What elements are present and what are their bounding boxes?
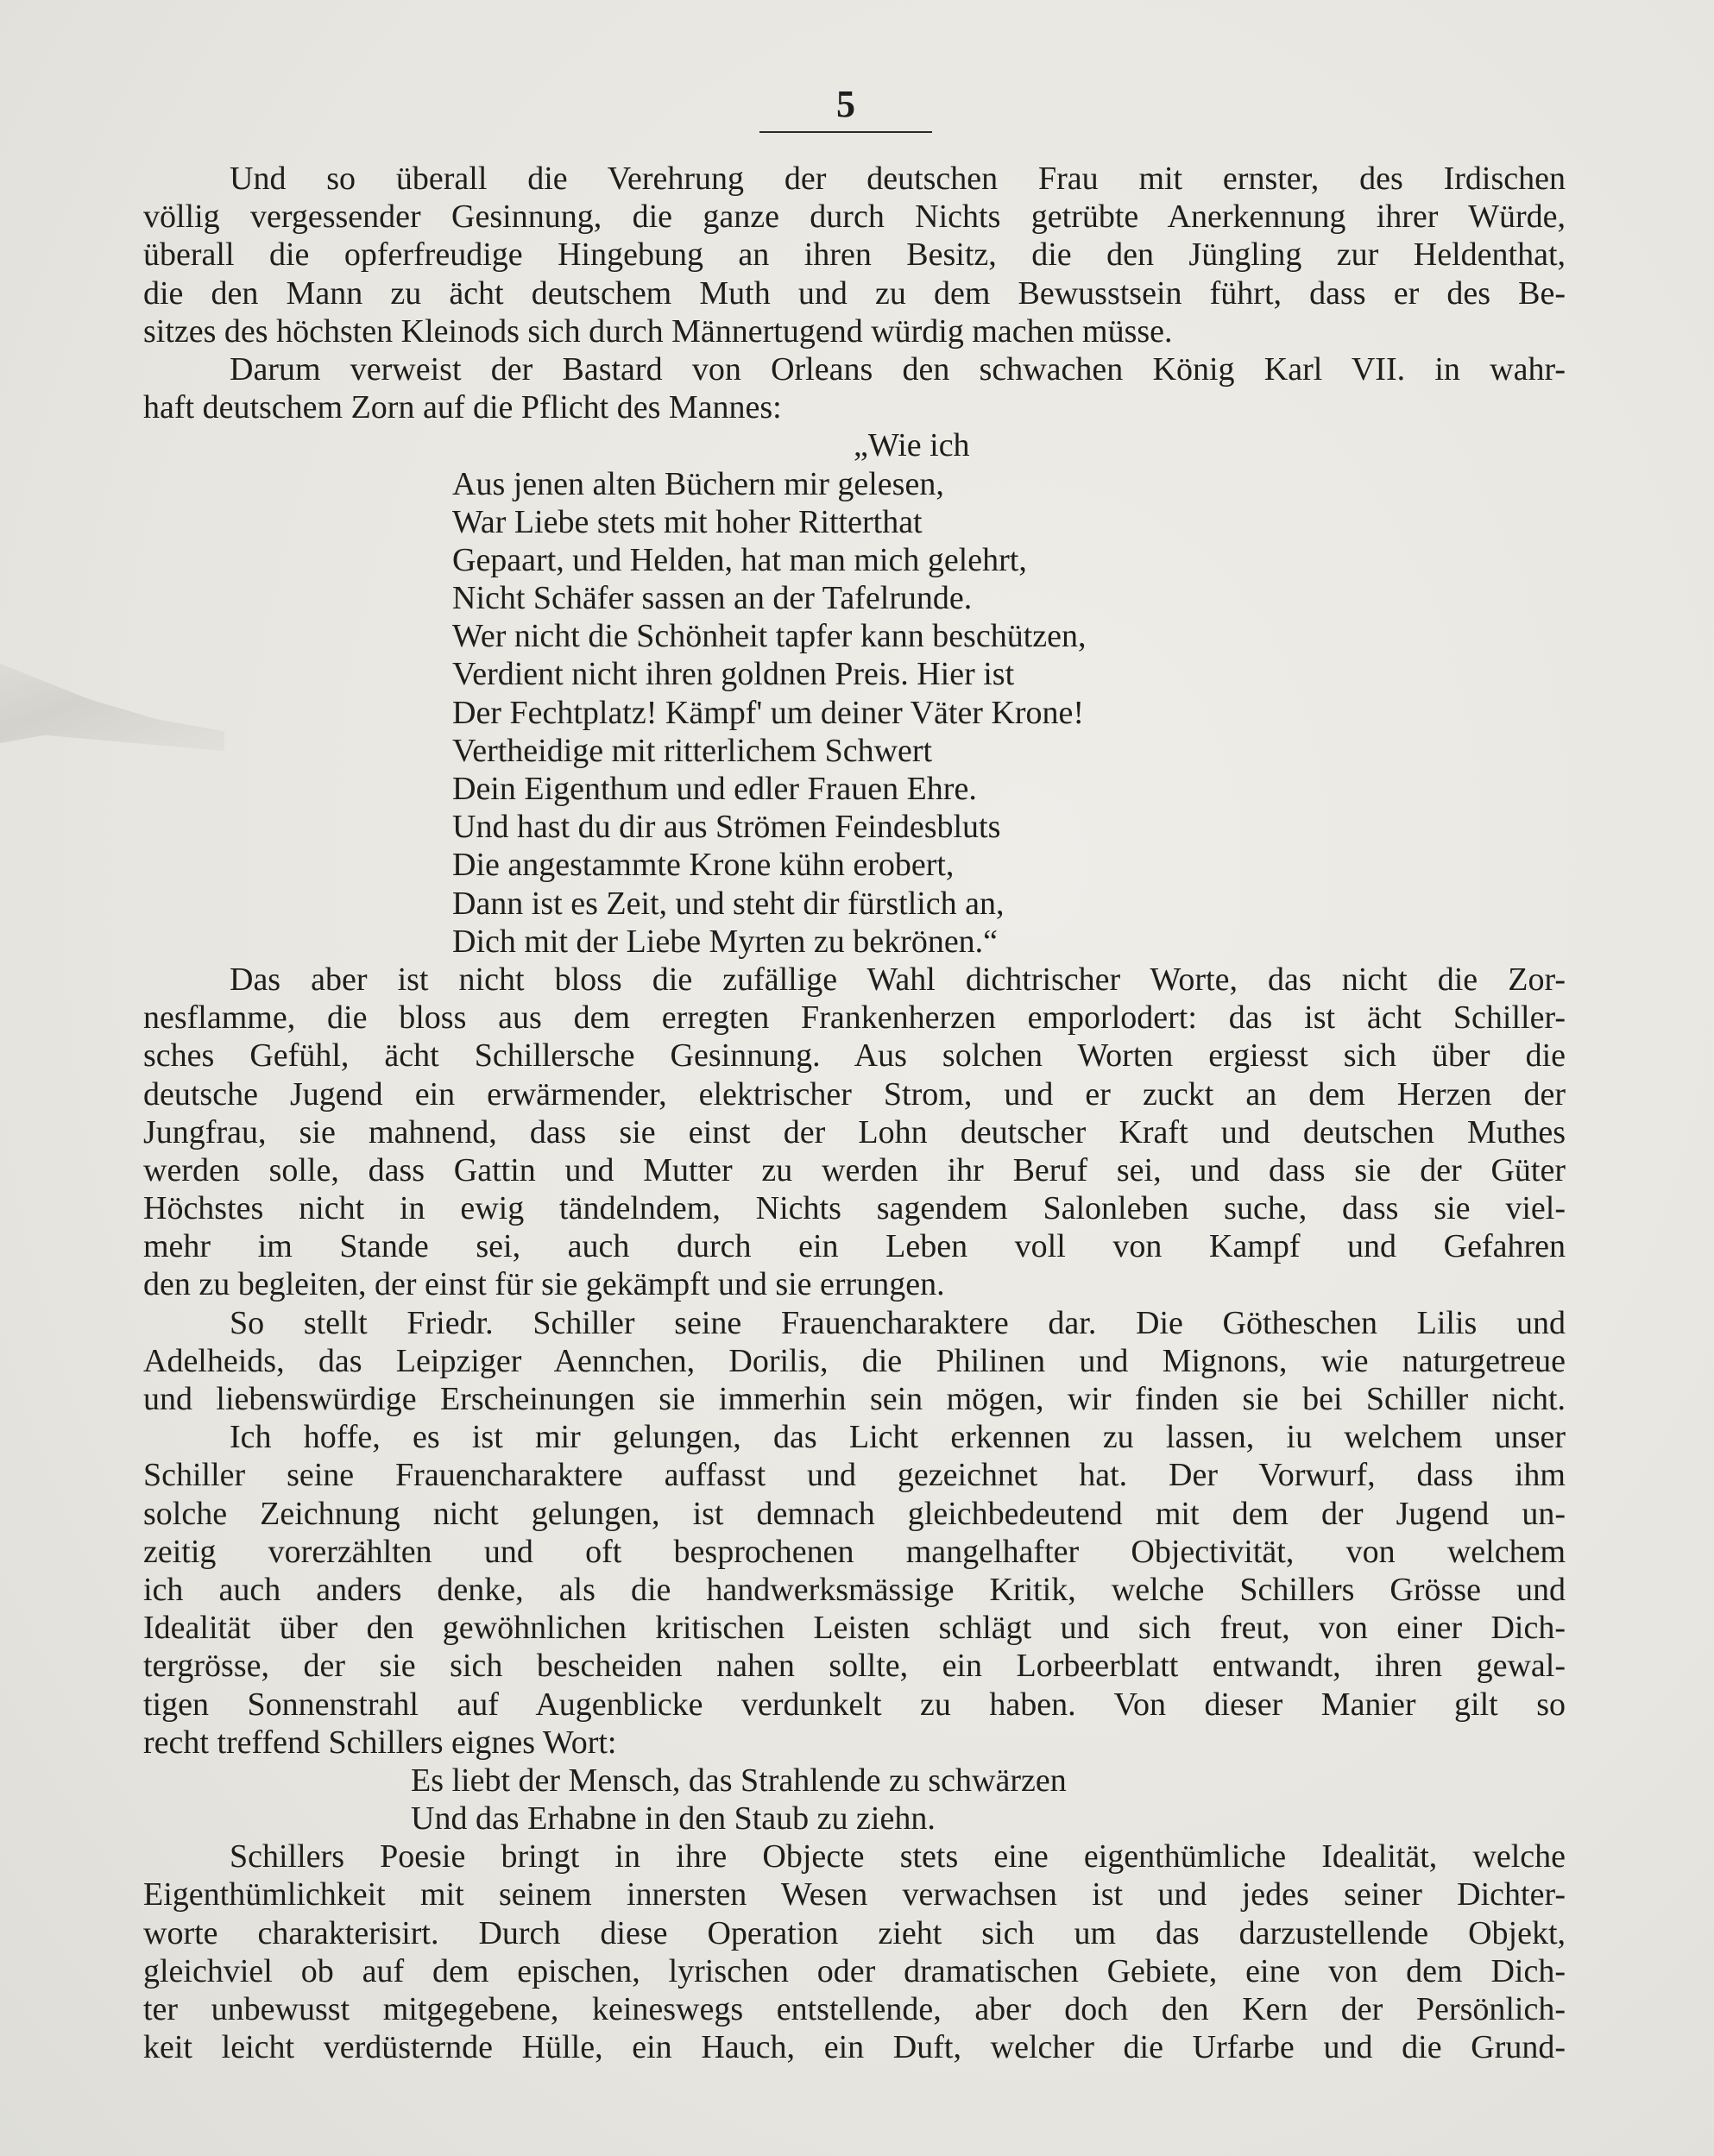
text-line: Vertheidige mit ritterlichem Schwert (452, 732, 933, 769)
text-line: gleichviel ob auf dem epischen, lyrischen oder dramatischen Gebiete, eine von dem Dich- (143, 1952, 1566, 1989)
text-line: Jungfrau, sie mahnend, dass sie einst der Lohn deutscher Kraft und deutschen Muthes (143, 1113, 1566, 1150)
text-line: Darum verweist der Bastard von Orleans den schwachen König Karl VII. in wahr- (230, 350, 1566, 388)
text-line: Schiller seine Frauencharaktere auffasst und gezeichnet hat. Der Vorwurf, dass ihm (143, 1457, 1566, 1494)
text-line: Gepaart, und Helden, hat man mich gelehrt, (452, 541, 1027, 578)
text-line: sches Gefühl, ächt Schillersche Gesinnung. Aus solchen Worten ergiesst sich über die (143, 1037, 1566, 1075)
text-line: Höchstes nicht in ewig tändelndem, Nichts sagendem Salonleben suche, dass sie viel- (143, 1190, 1566, 1227)
text-line: und liebenswürdige Erscheinungen sie immerhin sein mögen, wir finden sie bei Schiller nicht. (143, 1381, 1566, 1417)
text-line: Schillers Poesie bringt in ihre Objecte stets eine eigenthümliche Idealität, welche (230, 1838, 1566, 1875)
text-line: worte charakterisirt. Durch diese Operation zieht sich um das darzustellende Objekt, (143, 1914, 1566, 1951)
text-line: Und hast du dir aus Strömen Feindesbluts (452, 809, 1001, 846)
text-line: War Liebe stets mit hoher Ritterthat (452, 503, 923, 540)
text-line: sitzes des höchsten Kleinods sich durch Männertugend würdig machen müsse. (143, 312, 1173, 350)
text-line: Dich mit der Liebe Myrten zu bekrönen.“ (452, 923, 999, 960)
text-line: Und das Erhabne in den Staub zu ziehn. (411, 1800, 936, 1838)
text-line: Verdient nicht ihren goldnen Preis. Hier ist (452, 656, 1015, 693)
text-line: tergrösse, der sie sich bescheiden nahen sollte, ein Lorbeerblatt entwandt, ihren gewal- (143, 1648, 1566, 1685)
text-line: Nicht Schäfer sassen an der Tafelrunde. (452, 580, 973, 617)
text-line: Aus jenen alten Büchern mir gelesen, (452, 465, 944, 502)
text-line: Wer nicht die Schönheit tapfer kann beschützen, (452, 618, 1087, 655)
text-line: nesflamme, die bloss aus dem erregten Frankenherzen emporlodert: das ist ächt Schiller- (143, 999, 1566, 1037)
text-line: werden solle, dass Gattin und Mutter zu werden ihr Beruf sei, und dass sie der Güter (143, 1151, 1566, 1188)
text-line: mehr im Stande sei, auch durch ein Leben voll von Kampf und Gefahren (143, 1228, 1566, 1265)
text-line: Eigenthümlichkeit mit seinem innersten Wesen verwachsen ist und jedes seiner Dichter- (143, 1876, 1566, 1913)
text-line: völlig vergessender Gesinnung, die ganze durch Nichts getrübte Anerkennung ihrer Würde, (143, 199, 1566, 236)
text-line: überall die opferfreudige Hingebung an ihren Besitz, die den Jüngling zur Heldenthat, (143, 236, 1566, 274)
text-line: Der Fechtplatz! Kämpf' um deiner Väter Krone! (452, 694, 1085, 731)
text-line: recht treffend Schillers eignes Wort: (143, 1724, 617, 1761)
text-line: Dann ist es Zeit, und steht dir fürstlich an, (452, 885, 1005, 922)
text-line: Idealität über den gewöhnlichen kritischen Leisten schlägt und sich freut, von einer Dich- (143, 1610, 1566, 1647)
text-line: keit leicht verdüsternde Hülle, ein Hauch, ein Duft, welcher die Urfarbe und die Grund- (143, 2029, 1566, 2066)
text-line: Es liebt der Mensch, das Strahlende zu schwärzen (411, 1762, 1067, 1799)
text-line: deutsche Jugend ein erwärmender, elektrischer Strom, und er zuckt an dem Herzen der (143, 1075, 1566, 1113)
text-line: zeitig vorerzählten und oft besprochenen mangelhafter Objectivität, von welchem (143, 1533, 1566, 1570)
text-line: haft deutschem Zorn auf die Pflicht des Mannes: (143, 389, 782, 426)
page-number: 5 (836, 83, 855, 125)
text-line: den zu begleiten, der einst für sie gekämpft und sie errungen. (143, 1266, 945, 1303)
text-line: Ich hoffe, es ist mir gelungen, das Licht erkennen zu lassen, iu welchem unser (230, 1419, 1566, 1456)
text-line: tigen Sonnenstrahl auf Augenblicke verdunkelt zu haben. Von dieser Manier gilt so (143, 1686, 1566, 1723)
text-line: Und so überall die Verehrung der deutschen Frau mit ernster, des Irdischen (230, 161, 1566, 197)
text-line: ich auch anders denke, als die handwerksmässige Kritik, welche Schillers Grösse und (143, 1571, 1566, 1608)
text-line: Adelheids, das Leipziger Aennchen, Dorilis, die Philinen und Mignons, wie naturgetreue (143, 1342, 1566, 1379)
text-line: die den Mann zu ächt deutschem Muth und zu dem Bewusstsein führt, dass er des Be- (143, 274, 1566, 312)
text-line: „Wie ich (854, 427, 970, 464)
text-line: So stellt Friedr. Schiller seine Frauencharaktere dar. Die Götheschen Lilis und (230, 1304, 1566, 1341)
text-line: Dein Eigenthum und edler Frauen Ehre. (452, 771, 977, 807)
text-line: solche Zeichnung nicht gelungen, ist demnach gleichbedeutend mit dem der Jugend un- (143, 1495, 1566, 1532)
text-line: Die angestammte Krone kühn erobert, (452, 847, 955, 884)
page-number-rule (759, 131, 932, 133)
text-line: ter unbewusst mitgegebene, keineswegs entstellende, aber doch den Kern der Persönlich- (143, 1991, 1566, 2027)
body-text (143, 160, 1566, 2066)
text-line: Das aber ist nicht bloss die zufällige Wahl dichtrischer Worte, das nicht die Zor- (230, 961, 1566, 998)
